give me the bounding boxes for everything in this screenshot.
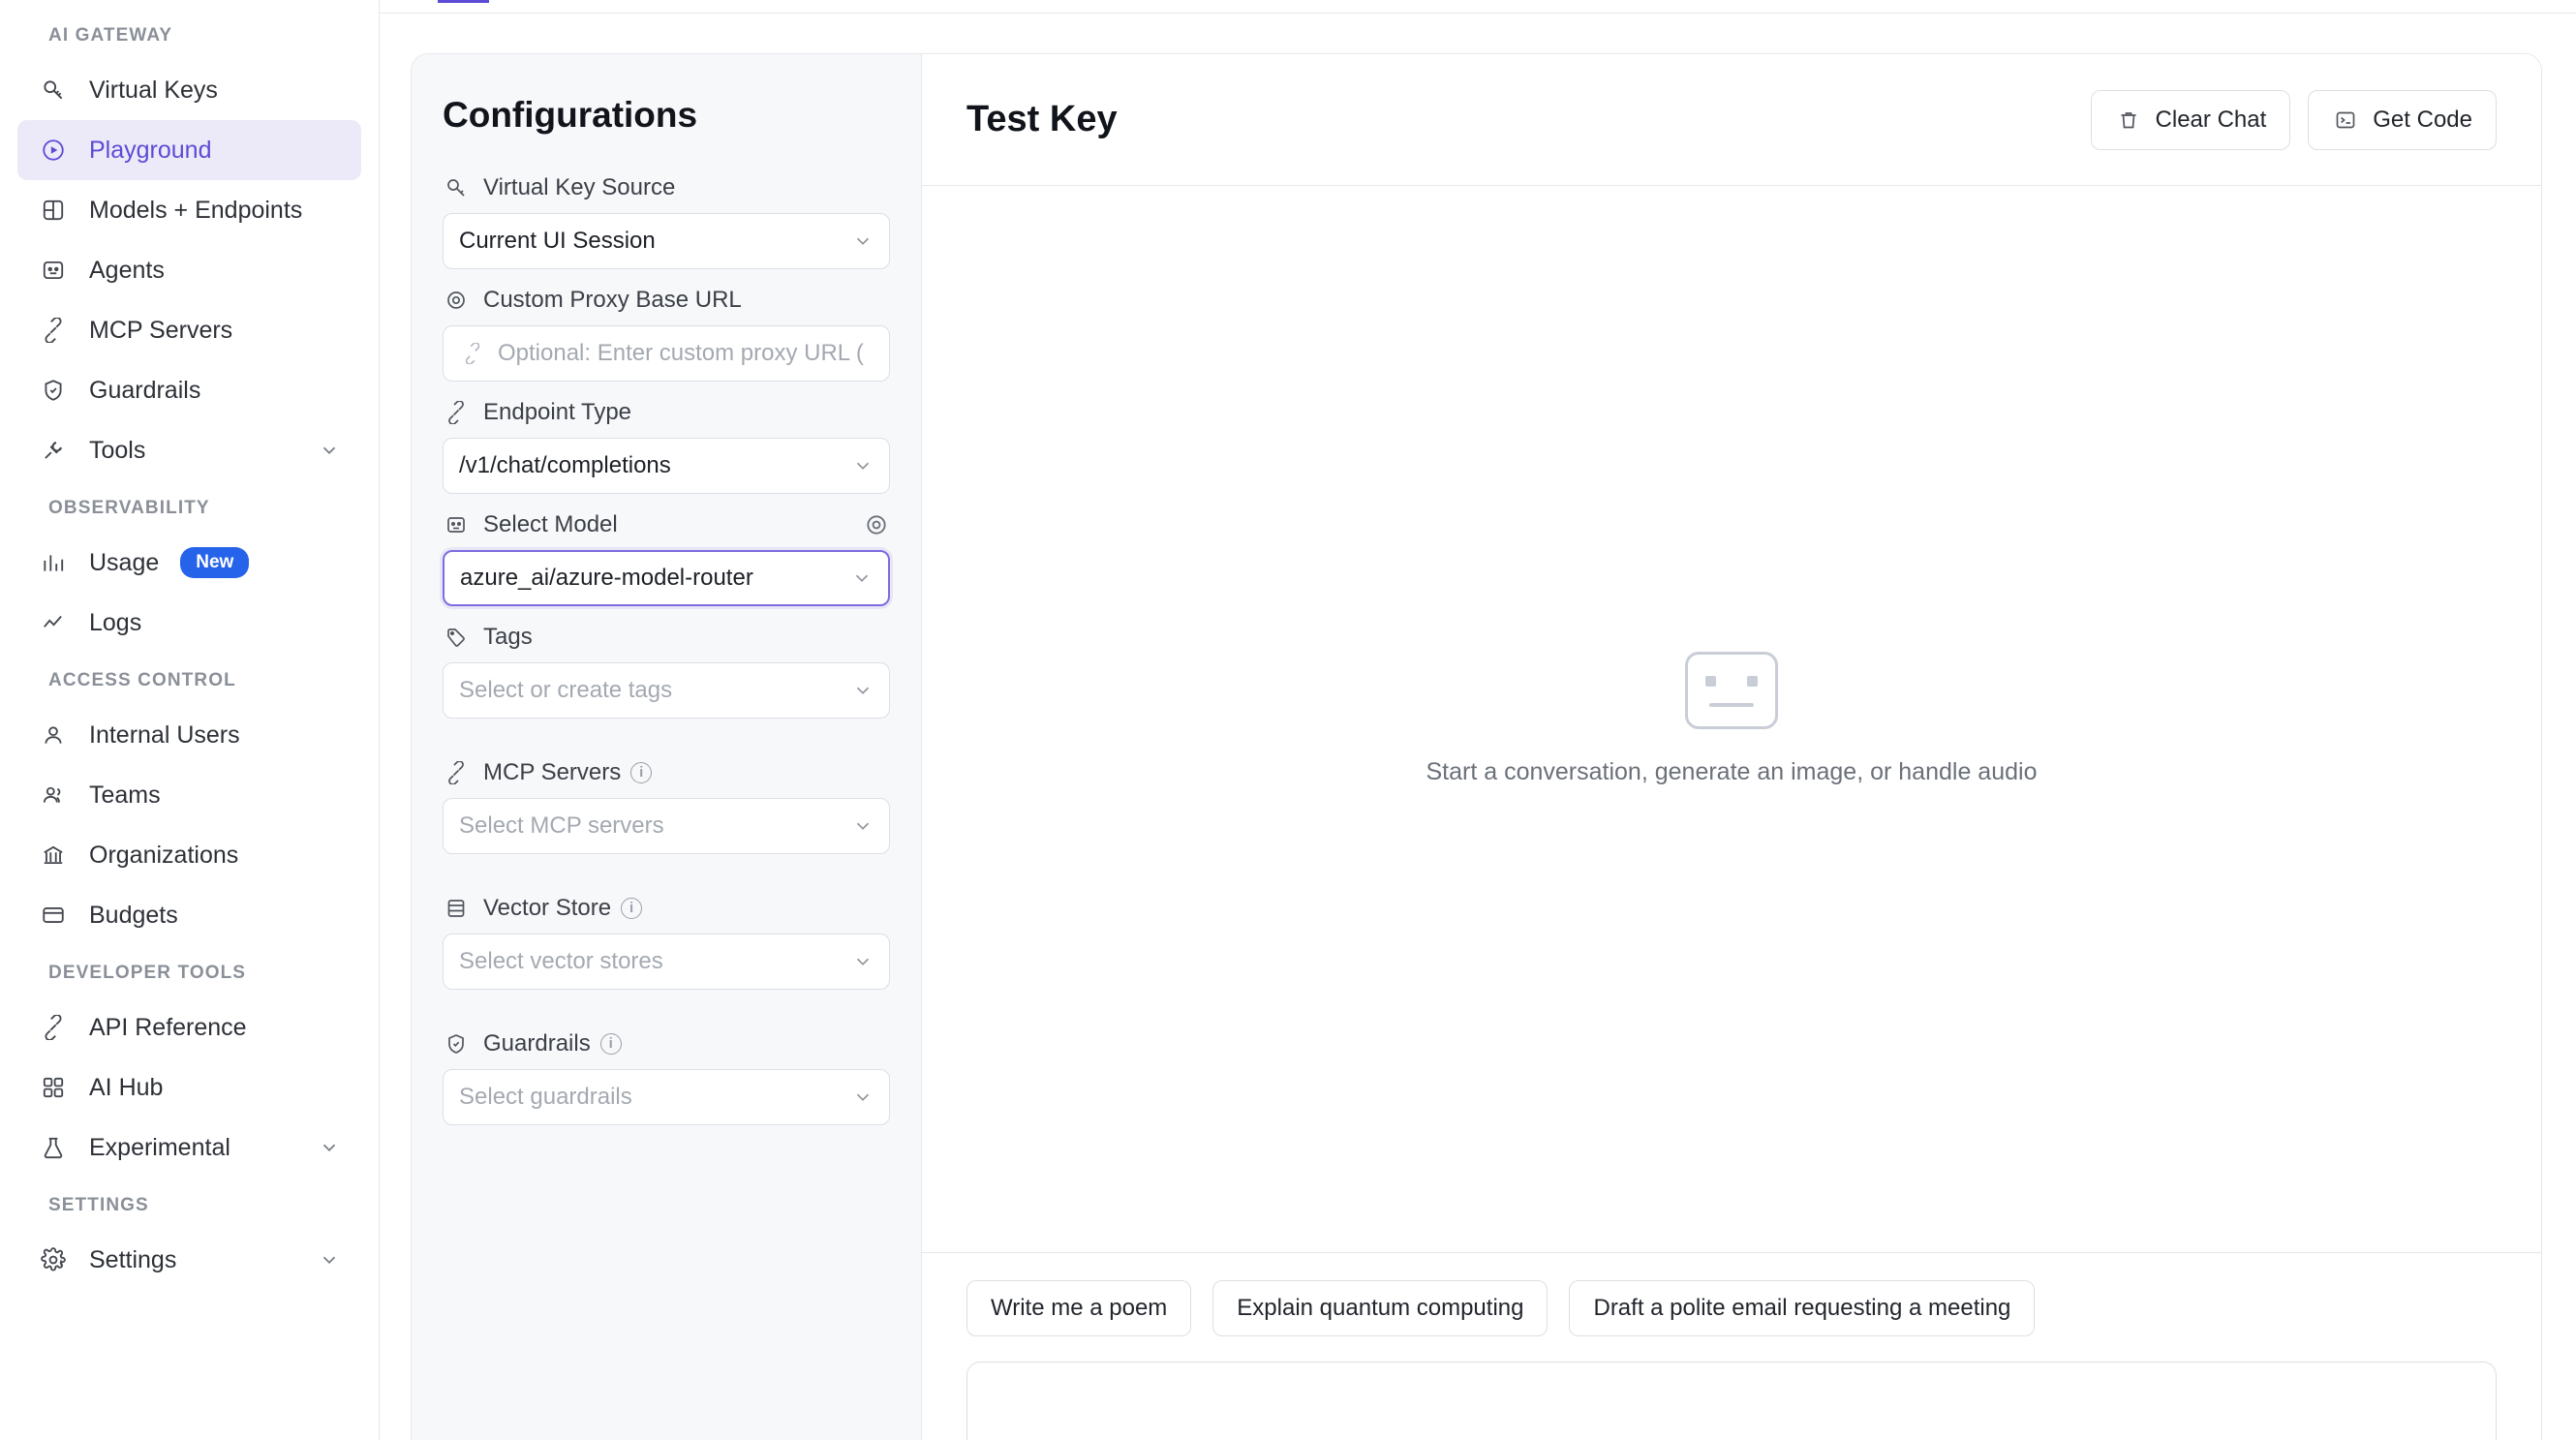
link-icon — [459, 340, 486, 367]
sidebar-item-label: AI Hub — [89, 1073, 164, 1101]
sidebar-item-logs[interactable] — [17, 593, 361, 653]
user-icon — [37, 719, 70, 751]
select-value: azure_ai/azure-model-router — [460, 565, 753, 591]
field-label-row — [443, 624, 890, 651]
sidebar — [0, 0, 380, 1440]
model-settings-gear-icon[interactable] — [863, 511, 890, 538]
select-placeholder: Select MCP servers — [459, 812, 664, 839]
sidebar-section-label-settings: SETTINGS — [48, 1195, 149, 1215]
shield-icon — [443, 1030, 470, 1057]
select-value: Current UI Session — [459, 228, 656, 254]
configurations-title: Configurations — [443, 95, 698, 135]
sidebar-item-label: MCP Servers — [89, 316, 233, 344]
sidebar-section-label-access-control: ACCESS CONTROL — [48, 670, 236, 690]
chevron-down-icon — [852, 1087, 874, 1108]
line-chart-icon — [37, 606, 70, 639]
input-placeholder: Optional: Enter custom proxy URL ( — [498, 340, 864, 366]
bank-icon — [37, 839, 70, 872]
field-tags — [443, 624, 890, 719]
field-label-text: Endpoint Type — [483, 399, 632, 425]
gear-icon — [37, 1243, 70, 1276]
sidebar-item-label: Usage — [89, 548, 160, 576]
field-label-row — [443, 399, 890, 426]
field-vector-store — [443, 895, 890, 990]
sidebar-item-settings[interactable] — [17, 1230, 361, 1290]
usage-new-badge: New — [180, 547, 249, 578]
select-value: /v1/chat/completions — [459, 452, 671, 478]
link-icon — [443, 399, 470, 426]
chat-footer — [922, 1252, 2541, 1440]
get-code-label: Get Code — [2373, 106, 2472, 133]
sidebar-item-budgets[interactable] — [17, 885, 361, 945]
chevron-down-icon — [852, 951, 874, 972]
custom-proxy-base-url-input[interactable] — [443, 325, 890, 382]
field-label-text: Select Model — [483, 511, 618, 537]
chevron-down-icon — [852, 815, 874, 837]
field-label-text: MCP Servers — [483, 759, 622, 785]
key-icon — [443, 174, 470, 201]
chat-header-actions — [2091, 90, 2497, 150]
mcp-servers-select[interactable] — [443, 798, 890, 854]
suggestion-chip-poem[interactable]: Write me a poem — [966, 1280, 1191, 1336]
tag-icon — [443, 624, 470, 651]
chat-title: Test Key — [966, 99, 1118, 139]
sidebar-item-label: Internal Users — [89, 720, 240, 749]
sidebar-item-label: Playground — [89, 136, 212, 164]
database-icon — [443, 895, 470, 922]
vector-store-select[interactable] — [443, 934, 890, 990]
tab-bar — [380, 0, 2576, 14]
trash-icon — [2115, 107, 2142, 134]
chevron-down-icon — [851, 567, 873, 589]
grid-icon — [37, 1071, 70, 1104]
shield-icon — [37, 374, 70, 407]
plug-icon — [37, 1011, 70, 1044]
sidebar-item-ai-hub[interactable] — [17, 1057, 361, 1118]
sidebar-item-label: Settings — [89, 1245, 177, 1273]
main-area — [380, 0, 2576, 1440]
tools-icon — [37, 434, 70, 467]
sidebar-item-guardrails[interactable] — [17, 360, 361, 420]
bar-chart-icon — [37, 546, 70, 579]
configurations-panel — [412, 54, 922, 1440]
endpoint-type-select[interactable] — [443, 438, 890, 494]
gear-icon — [443, 287, 470, 314]
sidebar-item-internal-users[interactable] — [17, 705, 361, 765]
users-icon — [37, 779, 70, 812]
field-label-row — [443, 1030, 890, 1057]
field-mcp-servers — [443, 759, 890, 854]
chevron-down-icon — [852, 455, 874, 476]
sidebar-item-api-reference[interactable] — [17, 997, 361, 1057]
sidebar-section-label-observability: OBSERVABILITY — [48, 498, 210, 518]
field-custom-proxy-base-url — [443, 287, 890, 382]
chevron-down-icon — [852, 680, 874, 701]
info-icon[interactable]: i — [621, 898, 642, 919]
sidebar-item-virtual-keys[interactable] — [17, 60, 361, 120]
sidebar-item-label: Teams — [89, 781, 161, 809]
plug-icon — [443, 759, 470, 786]
field-label-text: Tags — [483, 624, 533, 650]
key-icon — [37, 74, 70, 107]
select-placeholder: Select vector stores — [459, 948, 663, 974]
flask-icon — [37, 1131, 70, 1164]
layers-icon — [37, 194, 70, 227]
sidebar-item-label: Guardrails — [89, 376, 201, 404]
chat-header — [922, 54, 2541, 186]
sidebar-item-agents[interactable] — [17, 240, 361, 300]
sidebar-item-usage[interactable] — [17, 533, 361, 593]
sidebar-item-experimental[interactable] — [17, 1118, 361, 1178]
clear-chat-label: Clear Chat — [2155, 106, 2267, 133]
field-virtual-key-source — [443, 174, 890, 269]
field-label-row — [443, 174, 890, 201]
field-label-text: Virtual Key Source — [483, 174, 676, 200]
field-label-text: Vector Store — [483, 895, 612, 921]
chevron-down-icon — [852, 230, 874, 252]
sidebar-item-label: Budgets — [89, 901, 178, 929]
play-circle-icon — [37, 134, 70, 167]
field-label-row — [443, 287, 890, 314]
sidebar-item-label: Experimental — [89, 1133, 230, 1161]
field-label-row — [443, 895, 890, 922]
playground-panel — [411, 53, 2542, 1440]
field-label-row — [443, 511, 890, 538]
get-code-button[interactable] — [2308, 90, 2497, 150]
robot-eyes — [1705, 676, 1758, 687]
credit-card-icon — [37, 899, 70, 932]
sidebar-item-label: Logs — [89, 608, 142, 636]
suggestion-chips — [966, 1280, 2497, 1336]
clear-chat-button[interactable] — [2091, 90, 2291, 150]
tab-chat[interactable] — [438, 0, 489, 3]
select-placeholder: Select guardrails — [459, 1084, 632, 1110]
sidebar-item-label: Agents — [89, 256, 165, 284]
virtual-key-source-select[interactable] — [443, 213, 890, 269]
sidebar-item-label: Models + Endpoints — [89, 196, 303, 224]
sidebar-item-tools[interactable] — [17, 420, 361, 480]
chevron-down-icon — [317, 438, 342, 463]
sidebar-item-label: Organizations — [89, 841, 239, 869]
field-guardrails — [443, 1030, 890, 1125]
sidebar-item-label: Tools — [89, 436, 146, 464]
sidebar-item-label: Virtual Keys — [89, 76, 218, 104]
chevron-down-icon — [317, 1135, 342, 1160]
field-select-model — [443, 511, 890, 606]
suggestion-chip-email[interactable]: Draft a polite email requesting a meeting — [1569, 1280, 2035, 1336]
info-icon[interactable]: i — [630, 762, 652, 783]
sidebar-item-models-endpoints[interactable] — [17, 180, 361, 240]
agent-icon — [37, 254, 70, 287]
robot-face-icon — [1685, 652, 1778, 729]
terminal-icon — [2332, 107, 2359, 134]
suggestion-chip-quantum[interactable]: Explain quantum computing — [1212, 1280, 1548, 1336]
field-label-text: Custom Proxy Base URL — [483, 287, 742, 313]
sidebar-section-label-ai-gateway: AI GATEWAY — [48, 25, 173, 46]
tags-select[interactable] — [443, 662, 890, 719]
sidebar-item-teams[interactable] — [17, 765, 361, 825]
select-placeholder: Select or create tags — [459, 677, 673, 703]
info-icon[interactable]: i — [600, 1033, 622, 1055]
select-model-select[interactable] — [443, 550, 890, 606]
chevron-down-icon — [317, 1247, 342, 1272]
chat-panel — [922, 54, 2541, 1440]
field-endpoint-type — [443, 399, 890, 494]
guardrails-select[interactable] — [443, 1069, 890, 1125]
field-label-text: Guardrails — [483, 1030, 591, 1057]
sidebar-section-label-developer-tools: DEVELOPER TOOLS — [48, 963, 247, 983]
sidebar-item-organizations[interactable] — [17, 825, 361, 885]
message-input[interactable] — [966, 1362, 2497, 1440]
sidebar-item-mcp-servers[interactable] — [17, 300, 361, 360]
sidebar-item-playground[interactable] — [17, 120, 361, 180]
chat-empty-state — [922, 186, 2541, 1252]
model-icon — [443, 511, 470, 538]
plug-icon — [37, 314, 70, 347]
field-label-row — [443, 759, 890, 786]
empty-state-text: Start a conversation, generate an image, or handle audio — [1426, 758, 2038, 785]
sidebar-item-label: API Reference — [89, 1013, 247, 1041]
robot-mouth — [1709, 703, 1754, 707]
